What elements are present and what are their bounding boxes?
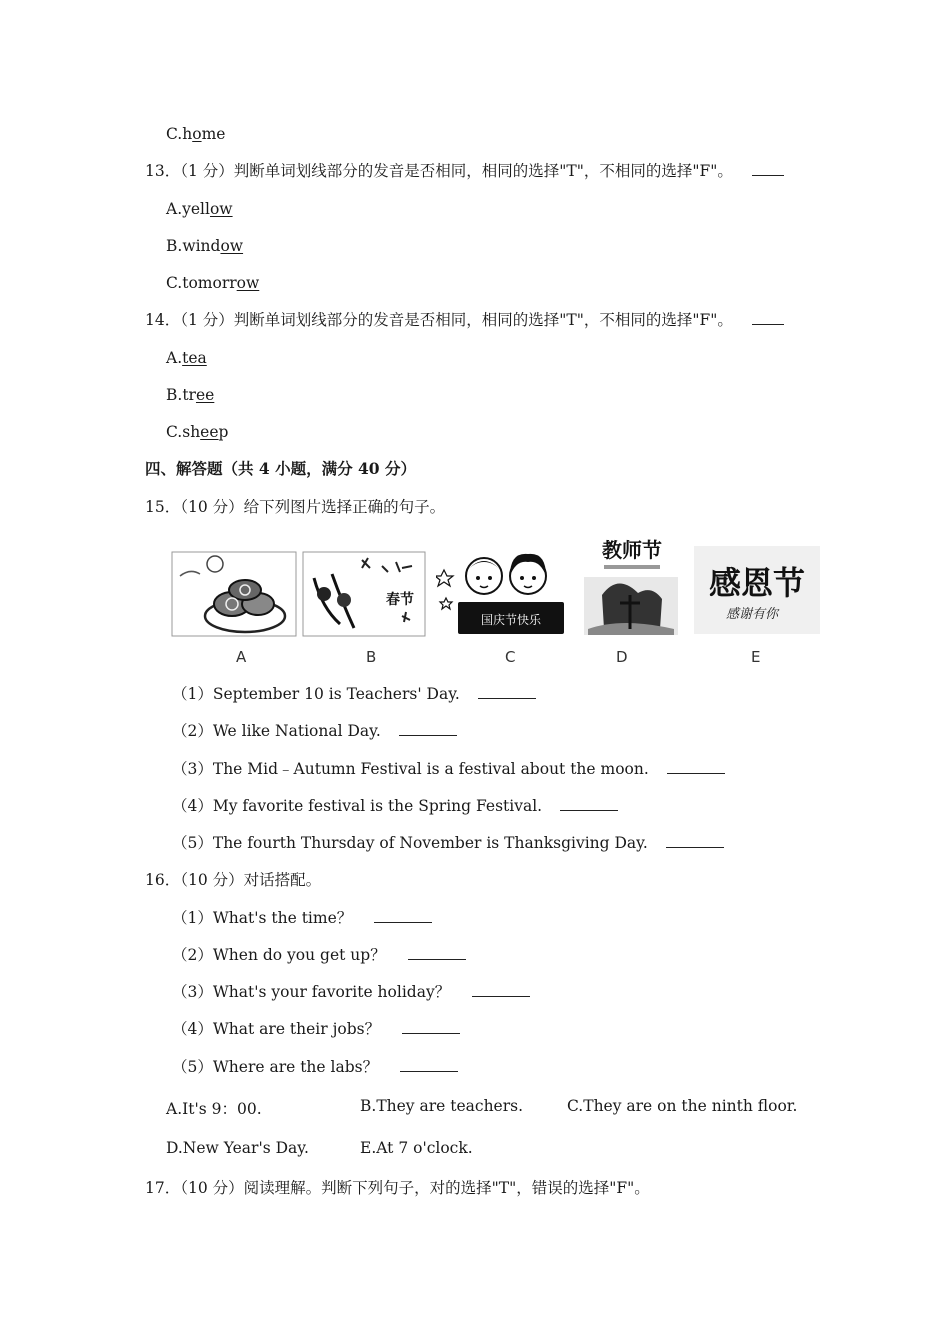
question-text: 14．（1 分）判断单词划线部分的发音是否相同，相同的选择"T"，不相同的选择"F"。 [145,311,733,329]
answer-blank[interactable] [400,1057,458,1072]
underlined-part: ow [220,237,244,255]
q16-item-1 [172,908,432,928]
picture-e-thanksgiving [694,546,820,634]
q13-title [145,161,784,181]
q16-item-3 [172,982,530,1002]
q16-item-4 [172,1019,460,1039]
q13-option-b [166,236,243,256]
answer-blank[interactable] [402,1019,460,1034]
item-text: （5）The fourth Thursday of November is Thanksgiving Day. [172,834,648,852]
item-text: （2）We like National Day. [172,722,381,740]
option-text: C.sh [166,423,201,441]
picture-label-a: A [236,648,247,666]
answer-blank[interactable] [399,721,457,736]
q15-item-2 [172,721,457,741]
item-text: （1）What's the time？ [172,909,353,927]
item-text: （1）September 10 is Teachers' Day. [172,685,460,703]
answer-blank[interactable] [752,161,784,176]
section-heading: 四、解答题（共 4 小题，满分 40 分） [145,459,416,478]
picture-label-c: C [505,648,516,666]
q15-item-3 [172,759,725,779]
q16-item-5 [172,1057,458,1077]
option-text: me [201,125,226,143]
item-text: （3）The Mid﹣Autumn Festival is a festival about the moon. [172,760,649,778]
q16-option-c: C.They are on the ninth floor. [567,1097,798,1115]
q16-option-b: B.They are teachers. [360,1097,524,1115]
underlined-part: ow [209,200,233,218]
picture-c-national-day [436,538,570,640]
svg-text:春节: 春节 [386,592,414,608]
picture-label-b: B [366,648,377,666]
answer-blank[interactable] [667,759,725,774]
picture-label-e: E [751,648,761,666]
option-text: C.tomorr [166,274,237,292]
option-text: B.tr [166,386,196,404]
calligraphy-sub: 感谢有你 [725,607,779,622]
item-text: （2）When do you get up？ [172,946,386,964]
option-text: A.yell [166,200,210,218]
q16-option-e: E.At 7 o'clock. [360,1139,473,1157]
picture-d-teachers-day [582,533,680,639]
q15-item-4 [172,796,618,816]
q15-item-1 [172,684,536,704]
answer-blank[interactable] [472,982,530,997]
picture-b-spring-festival [302,538,426,640]
q14-title [145,310,784,330]
q13-option-a [166,199,233,219]
answer-blank[interactable] [560,796,618,811]
q17-title: 17．（10 分）阅读理解。判断下列句子，对的选择"T"，错误的选择"F"。 [145,1179,650,1197]
poster-title: 教师节 [602,538,662,562]
q15-item-5 [172,833,724,853]
underlined-part: ow [236,274,260,292]
underlined-part: o [192,125,202,143]
answer-blank[interactable] [408,945,466,960]
question-text: 13．（1 分）判断单词划线部分的发音是否相同，相同的选择"T"，不相同的选择"F"。 [145,162,733,180]
q13-option-c [166,273,259,293]
item-text: （4）What are their jobs？ [172,1020,381,1038]
calligraphy-title: 感恩节 [708,564,806,602]
picture-label-d: D [616,648,628,666]
picture-a-mooncakes [170,538,298,640]
q16-option-d: D.New Year's Day. [166,1139,309,1157]
q14-option-b [166,385,214,405]
answer-blank[interactable] [478,684,536,699]
item-text: （3）What's your favorite holiday？ [172,983,451,1001]
option-text: p [218,423,229,441]
answer-blank[interactable] [666,833,724,848]
banner-text: 国庆节快乐 [480,613,542,627]
answer-blank[interactable] [752,310,784,325]
option-text: C.h [166,125,193,143]
q12-option-c [166,124,225,144]
q16-item-2 [172,945,466,965]
underlined-part: ee [200,423,219,441]
q15-title: 15．（10 分）给下列图片选择正确的句子。 [145,498,446,516]
underlined-part: tea [182,349,207,367]
q16-title: 16．（10 分）对话搭配。 [145,871,322,889]
q14-option-c [166,422,228,442]
answer-blank[interactable] [374,908,432,923]
q16-option-a: A.It's 9：00. [166,1100,262,1118]
item-text: （5）Where are the labs？ [172,1058,379,1076]
option-text: A. [166,349,183,367]
item-text: （4）My favorite festival is the Spring Festival. [172,797,543,815]
q14-option-a [166,348,207,368]
option-text: B.wind [166,237,221,255]
underlined-part: ee [195,386,215,404]
